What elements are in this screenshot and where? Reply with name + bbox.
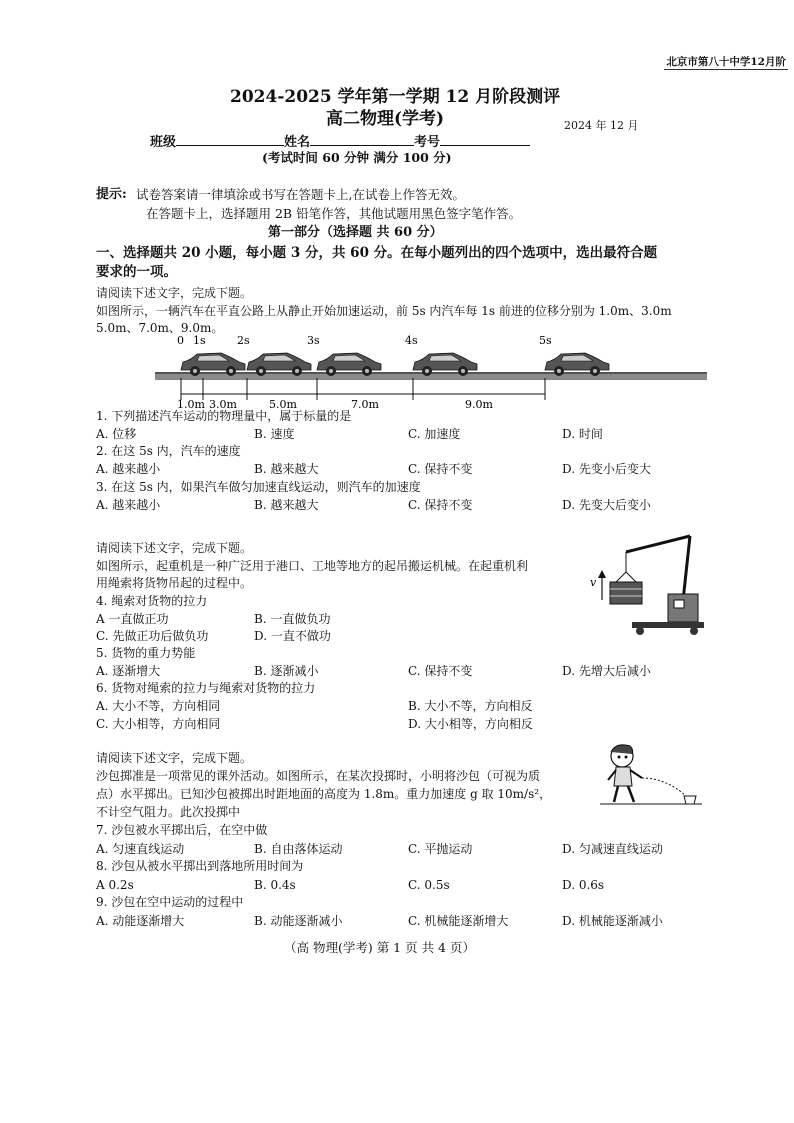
q9-option-b[interactable]: B. 动能逐渐减小	[254, 914, 343, 928]
q7-option-c[interactable]: C. 平抛运动	[408, 842, 473, 856]
q2-option-c[interactable]: C. 保持不变	[408, 462, 473, 476]
part1-title: 第一部分（选择题 共 60 分）	[268, 225, 443, 240]
sandbag-throw-illustration	[596, 740, 706, 812]
time-label-2s: 2s	[237, 334, 250, 347]
exam-title: 2024-2025 学年第一学期 12 月阶段测评	[230, 87, 561, 107]
id-label: 考号	[414, 135, 441, 150]
group2-text-2: 用绳索将货物吊起的过程中。	[96, 576, 253, 590]
car-motion-diagram	[155, 334, 707, 412]
exam-info: (考试时间 60 分钟 满分 100 分)	[262, 150, 452, 165]
q2-option-a[interactable]: A. 越来越小	[96, 462, 161, 476]
q5-option-c[interactable]: C. 保持不变	[408, 664, 473, 678]
q4-option-b[interactable]: B. 一直做负功	[254, 612, 331, 626]
distance-label-3: 5.0m	[269, 398, 297, 411]
q5-option-b[interactable]: B. 逐渐减小	[254, 664, 319, 678]
group2-text-1: 如图所示，起重机是一种广泛用于港口、工地等地方的起吊搬运机械。在起重机利	[96, 559, 529, 573]
notice-line-1: 试卷答案请一律填涂或书写在答题卡上,在试卷上作答无效。	[136, 187, 465, 202]
q6-option-c[interactable]: C. 大小相等，方向相同	[96, 717, 221, 731]
q2-option-d[interactable]: D. 先变小后变大	[562, 462, 651, 476]
q4-option-a[interactable]: A 一直做正功	[96, 612, 169, 626]
q8-option-b[interactable]: B. 0.4s	[254, 878, 296, 892]
q3-option-d[interactable]: D. 先变大后变小	[562, 498, 651, 512]
group1-text-1: 如图所示，一辆汽车在平直公路上从静止开始加速运动，前 5s 内汽车每 1s 前进的位移分别为 1.0m、3.0m	[96, 304, 672, 318]
q6-option-b[interactable]: B. 大小不等，方向相反	[408, 699, 533, 713]
q7-option-b[interactable]: B. 自由落体运动	[254, 842, 343, 856]
q8-option-c[interactable]: C. 0.5s	[408, 878, 450, 892]
q1-option-c[interactable]: C. 加速度	[408, 427, 461, 441]
q1-stem: 1. 下列描述汽车运动的物理量中，属于标量的是	[96, 409, 352, 423]
q8-option-d[interactable]: D. 0.6s	[562, 878, 605, 892]
info-fields	[150, 133, 530, 151]
time-label-3s: 3s	[307, 334, 320, 347]
q5-option-a[interactable]: A. 逐渐增大	[96, 664, 161, 678]
q6-option-a[interactable]: A. 大小不等，方向相同	[96, 699, 221, 713]
group3-intro: 请阅读下述文字，完成下题。	[96, 751, 253, 765]
name-field[interactable]	[310, 133, 414, 146]
q6-option-d[interactable]: D. 大小相等，方向相反	[408, 717, 533, 731]
q6-stem: 6. 货物对绳索的拉力与绳索对货物的拉力	[96, 681, 316, 695]
crane-illustration	[586, 530, 708, 640]
section-instruction-1: 一、选择题共 20 小题，每小题 3 分，共 60 分。在每小题列出的四个选项中，选出最符合题	[96, 245, 658, 261]
q9-option-d[interactable]: D. 机械能逐渐减小	[562, 914, 663, 928]
q3-option-c[interactable]: C. 保持不变	[408, 498, 473, 512]
distance-label-1: 1.0m	[177, 398, 205, 411]
q4-stem: 4. 绳索对货物的拉力	[96, 594, 208, 608]
group1-text-2: 5.0m、7.0m、9.0m。	[96, 321, 224, 335]
exam-subtitle: 高二物理(学考)	[326, 109, 445, 129]
q5-option-d[interactable]: D. 先增大后减小	[562, 664, 651, 678]
time-label-1s: 1s	[193, 334, 206, 347]
q1-option-b[interactable]: B. 速度	[254, 427, 295, 441]
time-label-5s: 5s	[539, 334, 552, 347]
velocity-label: v	[590, 576, 597, 589]
id-field[interactable]	[440, 133, 530, 146]
group3-text-1: 沙包掷准是一项常见的课外活动。如图所示，在某次投掷时，小明将沙包（可视为质	[96, 769, 541, 783]
q7-option-a[interactable]: A. 匀速直线运动	[96, 842, 185, 856]
q8-option-a[interactable]: A 0.2s	[96, 878, 134, 892]
group3-text-3: 不计空气阻力。此次投掷中	[96, 805, 241, 819]
distance-label-4: 7.0m	[351, 398, 379, 411]
q4-option-d[interactable]: D. 一直不做功	[254, 629, 331, 643]
q3-option-a[interactable]: A. 越来越小	[96, 498, 161, 512]
time-label-4s: 4s	[405, 334, 418, 347]
school-stamp: 北京市第八十中学12月阶	[666, 56, 786, 68]
time-label-0: 0	[177, 334, 184, 347]
q1-option-a[interactable]: A. 位移	[96, 427, 137, 441]
q9-option-a[interactable]: A. 动能逐渐增大	[96, 914, 185, 928]
q2-stem: 2. 在这 5s 内，汽车的速度	[96, 444, 241, 458]
notice-label: 提示:	[96, 187, 127, 202]
q9-stem: 9. 沙包在空中运动的过程中	[96, 895, 244, 909]
notice-line-2: 在答题卡上，选择题用 2B 铅笔作答，其他试题用黑色签字笔作答。	[146, 206, 522, 221]
q7-stem: 7. 沙包被水平掷出后，在空中做	[96, 823, 268, 837]
class-label: 班级	[150, 135, 177, 150]
q3-stem: 3. 在这 5s 内，如果汽车做匀加速直线运动，则汽车的加速度	[96, 480, 421, 494]
group3-text-2: 点）水平掷出。已知沙包被掷出时距地面的高度为 1.8m。重力加速度 g 取 10m/s²，	[96, 787, 552, 801]
distance-label-5: 9.0m	[465, 398, 493, 411]
q9-option-c[interactable]: C. 机械能逐渐增大	[408, 914, 509, 928]
q8-stem: 8. 沙包从被水平掷出到落地所用时间为	[96, 859, 304, 873]
q7-option-d[interactable]: D. 匀减速直线运动	[562, 842, 663, 856]
group1-intro: 请阅读下述文字，完成下题。	[96, 286, 253, 300]
q3-option-b[interactable]: B. 越来越大	[254, 498, 319, 512]
section-instruction-2: 要求的一项。	[96, 264, 177, 280]
distance-label-2: 3.0m	[209, 398, 237, 411]
group2-intro: 请阅读下述文字，完成下题。	[96, 541, 253, 555]
q4-option-c[interactable]: C. 先做正功后做负功	[96, 629, 209, 643]
class-field[interactable]	[176, 133, 284, 146]
q1-option-d[interactable]: D. 时间	[562, 427, 603, 441]
q2-option-b[interactable]: B. 越来越大	[254, 462, 319, 476]
exam-date: 2024 年 12 月	[564, 119, 639, 132]
page-footer: （高 物理(学考) 第 1 页 共 4 页）	[284, 940, 475, 955]
q5-stem: 5. 货物的重力势能	[96, 646, 196, 660]
name-label: 姓名	[284, 135, 311, 150]
